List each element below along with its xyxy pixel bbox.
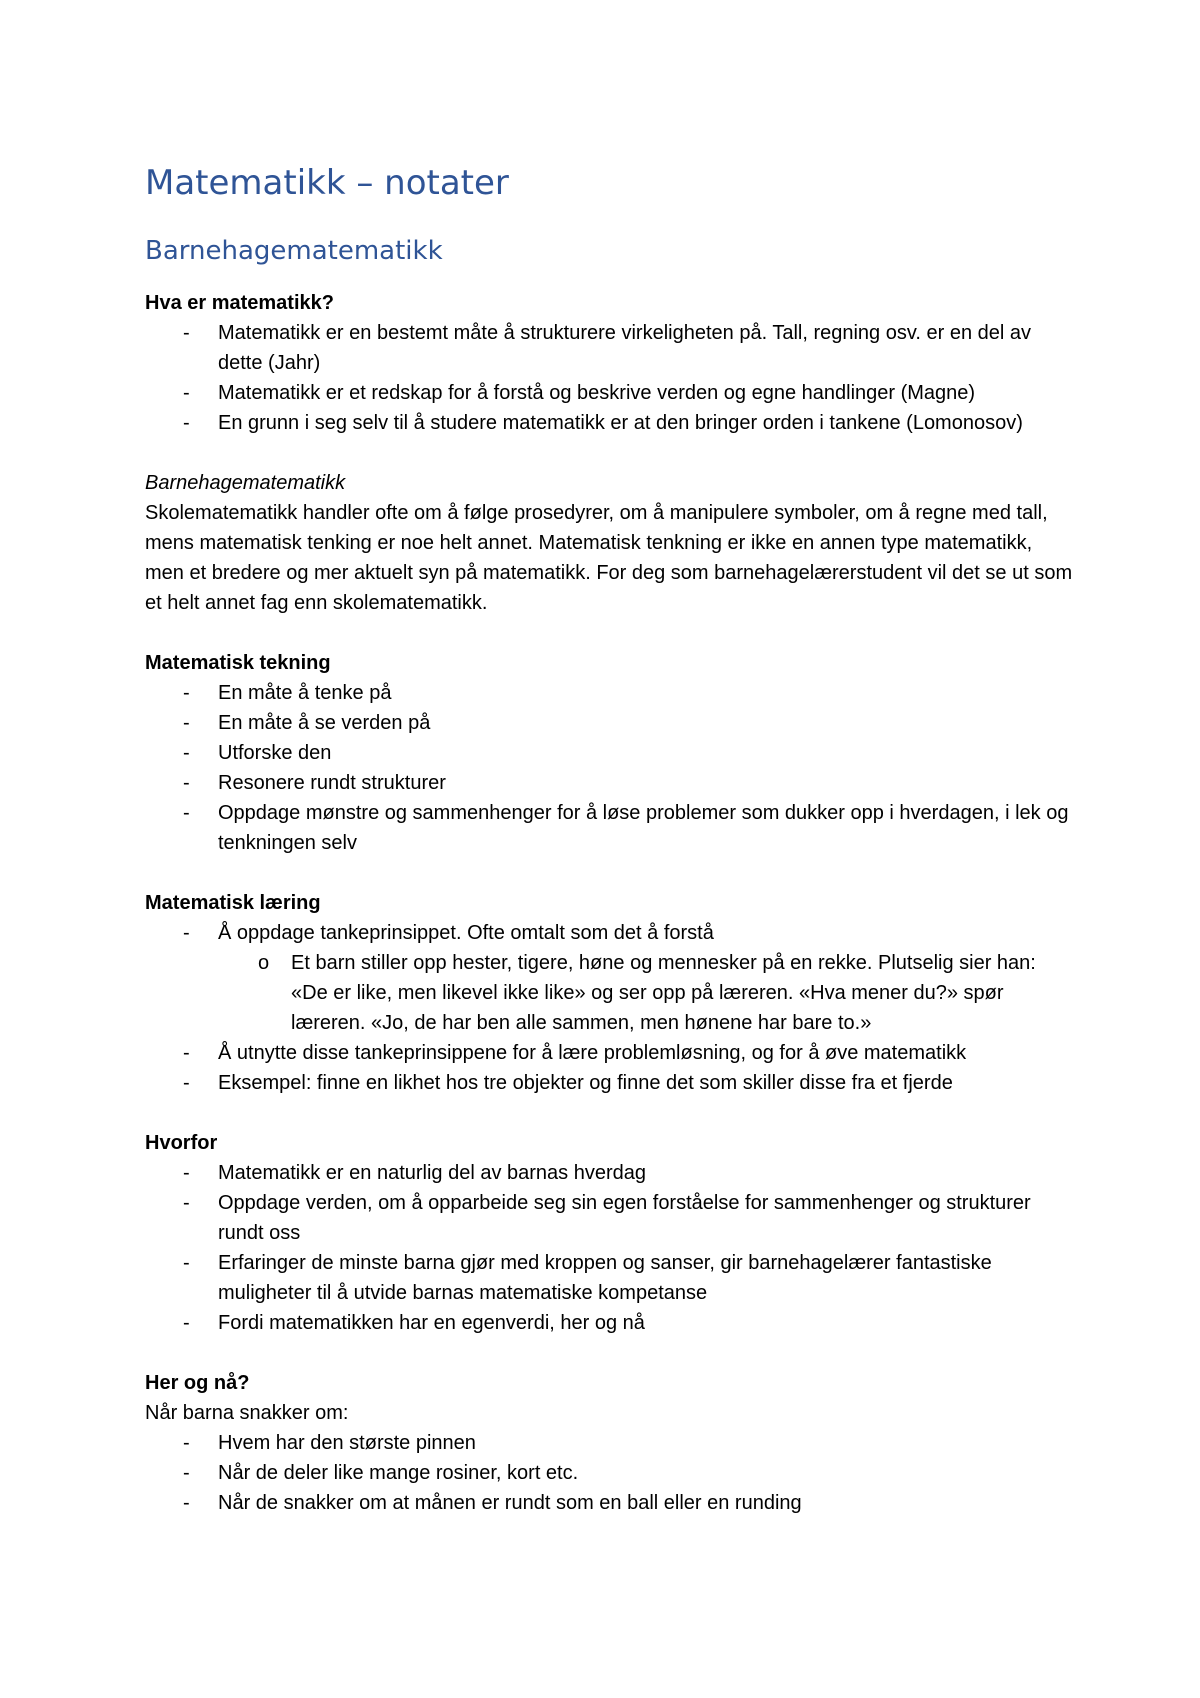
list-item	[145, 768, 1075, 798]
dash-bullet: -	[183, 922, 190, 944]
list-item-text: En måte å se verden på	[218, 712, 431, 734]
list-item	[145, 1428, 1075, 1458]
list-item-text: Matematikk er en bestemt måte å strukturere virkeligheten på. Tall, regning osv. er en del av dette (Jahr)	[218, 322, 1031, 374]
heading-matematisk-laering: Matematisk læring	[145, 892, 321, 914]
list-item	[145, 318, 1075, 378]
dash-bullet: -	[183, 1252, 190, 1274]
list-item	[145, 1308, 1075, 1338]
dash-bullet: -	[183, 1432, 190, 1454]
sub-list-item	[218, 948, 1075, 1038]
sub-list	[218, 948, 1075, 1038]
section-title: Barnehagematematikk	[145, 236, 443, 266]
list-her-og-na	[145, 1428, 1075, 1518]
paragraph-skolematematikk: Skolematematikk handler ofte om å følge prosedyrer, om å manipulere symboler, om å regne med tall, mens matematisk tenking er noe helt annet. Matematisk tenkning er ikke en annen type matematikk, men et bredere og mer aktuelt syn på matematikk. For deg som barnehagelærerstudent vil det se ut som et helt annet fag enn skolematematikk.	[145, 502, 1073, 614]
list-item-text: Erfaringer de minste barna gjør med kroppen og sanser, gir barnehagelærer fantastiske muligheter til å utvide barnas matematiske kompetanse	[218, 1252, 992, 1304]
list-item	[145, 708, 1075, 738]
circle-bullet: o	[258, 952, 270, 974]
list-item-text: Fordi matematikken har en egenverdi, her og nå	[218, 1312, 645, 1334]
list-item-text: Å utnytte disse tankeprinsippene for å lære problemløsning, og for å øve matematikk	[218, 1042, 967, 1064]
italic-heading-barnehagematematikk: Barnehagematematikk	[145, 472, 346, 494]
dash-bullet: -	[183, 1492, 190, 1514]
list-matematisk-laering	[145, 918, 1075, 1098]
heading-her-og-na: Her og nå?	[145, 1372, 250, 1394]
list-hva-er-matematikk	[145, 318, 1075, 438]
list-item-text: Eksempel: finne en likhet hos tre objekter og finne det som skiller disse fra et fjerde	[218, 1072, 953, 1094]
list-matematisk-tekning	[145, 678, 1075, 858]
dash-bullet: -	[183, 382, 190, 404]
dash-bullet: -	[183, 772, 190, 794]
list-item	[145, 1068, 1075, 1098]
list-item	[145, 1458, 1075, 1488]
heading-matematisk-tekning: Matematisk tekning	[145, 652, 331, 674]
list-hvorfor	[145, 1158, 1075, 1338]
document-page	[145, 160, 1075, 1518]
list-item	[145, 408, 1075, 438]
dash-bullet: -	[183, 322, 190, 344]
dash-bullet: -	[183, 1042, 190, 1064]
sub-list-item-text: Et barn stiller opp hester, tigere, høne og mennesker på en rekke. Plutselig sier han: «De er like, men likevel ikke like» og ser opp på læreren. «Hva mener du?» spør læreren. «Jo, de har ben alle sammen, men hønene har bare to.»	[291, 952, 1036, 1034]
list-item-text: Utforske den	[218, 742, 332, 764]
list-item-text: Når de snakker om at månen er rundt som en ball eller en runding	[218, 1492, 802, 1514]
list-item-text: Oppdage verden, om å opparbeide seg sin egen forståelse for sammenhenger og strukturer rundt oss	[218, 1192, 1031, 1244]
list-item	[145, 1248, 1075, 1308]
list-item-text: Hvem har den største pinnen	[218, 1432, 476, 1454]
list-item-text: Resonere rundt strukturer	[218, 772, 446, 794]
dash-bullet: -	[183, 742, 190, 764]
list-item-text: Matematikk er et redskap for å forstå og beskrive verden og egne handlinger (Magne)	[218, 382, 976, 404]
list-item	[145, 378, 1075, 408]
list-item	[145, 1158, 1075, 1188]
list-item-text: En måte å tenke på	[218, 682, 392, 704]
dash-bullet: -	[183, 1462, 190, 1484]
list-item	[145, 678, 1075, 708]
heading-hvorfor: Hvorfor	[145, 1132, 218, 1154]
list-item-text: En grunn i seg selv til å studere matematikk er at den bringer orden i tankene (Lomonosov)	[218, 412, 1023, 434]
list-item	[145, 1488, 1075, 1518]
dash-bullet: -	[183, 1072, 190, 1094]
list-item-text: Å oppdage tankeprinsippet. Ofte omtalt som det å forstå	[218, 922, 714, 944]
dash-bullet: -	[183, 712, 190, 734]
dash-bullet: -	[183, 1192, 190, 1214]
list-item	[145, 918, 1075, 1038]
dash-bullet: -	[183, 412, 190, 434]
dash-bullet: -	[183, 682, 190, 704]
list-item-text: Matematikk er en naturlig del av barnas hverdag	[218, 1162, 647, 1184]
list-item	[145, 738, 1075, 768]
list-item	[145, 1188, 1075, 1248]
dash-bullet: -	[183, 1312, 190, 1334]
dash-bullet: -	[183, 802, 190, 824]
list-item	[145, 1038, 1075, 1068]
list-item-text: Oppdage mønstre og sammenhenger for å løse problemer som dukker opp i hverdagen, i lek og tenkningen selv	[218, 802, 1069, 854]
dash-bullet: -	[183, 1162, 190, 1184]
heading-hva-er-matematikk: Hva er matematikk?	[145, 292, 334, 314]
list-item	[145, 798, 1075, 858]
intro-text: Når barna snakker om:	[145, 1402, 349, 1424]
document-title: Matematikk – notater	[145, 163, 509, 203]
list-item-text: Når de deler like mange rosiner, kort etc.	[218, 1462, 579, 1484]
